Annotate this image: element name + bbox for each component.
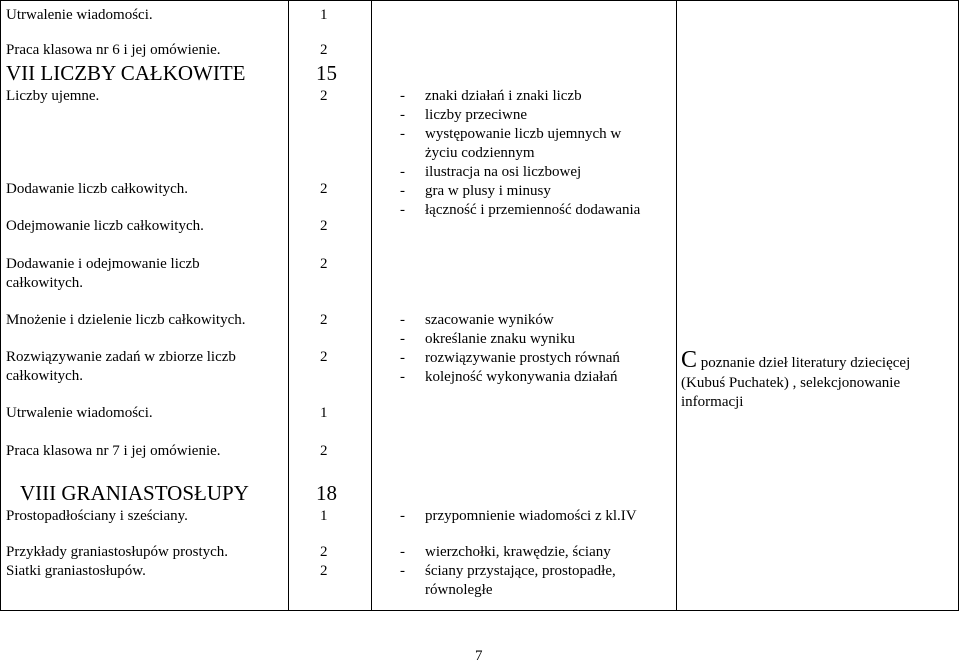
note-letter: C xyxy=(681,347,698,373)
list-dash: - xyxy=(400,331,405,347)
hours-cell: 2 xyxy=(320,181,328,197)
topic-cell: Praca klasowa nr 6 i jej omówienie. xyxy=(6,42,221,58)
list-dash: - xyxy=(400,369,405,385)
topic-cell: Dodawanie i odejmowanie liczb xyxy=(6,256,200,272)
list-dash: - xyxy=(400,312,405,328)
section-hours: 18 xyxy=(316,481,337,505)
hours-cell: 2 xyxy=(320,349,328,365)
list-item: życiu codziennym xyxy=(425,145,535,161)
topic-cell: Praca klasowa nr 7 i jej omówienie. xyxy=(6,443,221,459)
hours-cell: 2 xyxy=(320,218,328,234)
topic-cell: całkowitych. xyxy=(6,368,84,384)
list-item: łączność i przemienność dodawania xyxy=(425,202,641,218)
hours-cell: 2 xyxy=(320,88,328,104)
list-item: rozwiązywanie prostych równań xyxy=(425,350,620,366)
table-border-bottom xyxy=(0,610,959,611)
table-border-right xyxy=(958,0,959,611)
list-dash: - xyxy=(400,350,405,366)
topic-cell: Utrwalenie wiadomości. xyxy=(6,7,153,23)
list-dash: - xyxy=(400,107,405,123)
list-dash: - xyxy=(400,563,405,579)
note-text: poznanie dzieł literatury dziecięcej xyxy=(700,355,911,371)
list-dash: - xyxy=(400,126,405,142)
table-border-col2 xyxy=(371,0,372,611)
hours-cell: 2 xyxy=(320,544,328,560)
hours-cell: 1 xyxy=(320,7,328,23)
list-dash: - xyxy=(400,508,405,524)
hours-cell: 2 xyxy=(320,443,328,459)
hours-cell: 2 xyxy=(320,312,328,328)
section-hours: 15 xyxy=(316,61,337,85)
topic-cell: Mnożenie i dzielenie liczb całkowitych. xyxy=(6,312,246,328)
list-item: ściany przystające, prostopadłe, xyxy=(425,563,616,579)
list-dash: - xyxy=(400,544,405,560)
topic-cell: Liczby ujemne. xyxy=(6,88,100,104)
hours-cell: 2 xyxy=(320,42,328,58)
list-dash: - xyxy=(400,164,405,180)
list-item: szacowanie wyników xyxy=(425,312,554,328)
topic-cell: Siatki graniastosłupów. xyxy=(6,563,146,579)
note-line-3: informacji xyxy=(681,394,744,410)
list-item: wierzchołki, krawędzie, ściany xyxy=(425,544,611,560)
list-item: kolejność wykonywania działań xyxy=(425,369,618,385)
hours-cell: 2 xyxy=(320,256,328,272)
topic-cell: Rozwiązywanie zadań w zbiorze liczb xyxy=(6,349,236,365)
list-item: przypomnienie wiadomości z kl.IV xyxy=(425,508,637,524)
list-dash: - xyxy=(400,88,405,104)
topic-cell: Utrwalenie wiadomości. xyxy=(6,405,153,421)
topic-cell: Odejmowanie liczb całkowitych. xyxy=(6,218,204,234)
list-item: występowanie liczb ujemnych w xyxy=(425,126,622,142)
section-title: VIII GRANIASTOSŁUPY xyxy=(20,481,249,505)
table-border-col1 xyxy=(288,0,289,611)
table-border-top xyxy=(0,0,959,1)
hours-cell: 1 xyxy=(320,405,328,421)
list-item: określanie znaku wyniku xyxy=(425,331,575,347)
note-line-2: (Kubuś Puchatek) , selekcjonowanie xyxy=(681,375,901,391)
list-item: liczby przeciwne xyxy=(425,107,528,123)
topic-cell: Przykłady graniastosłupów prostych. xyxy=(6,544,229,560)
table-border-left xyxy=(0,0,1,611)
topic-cell: Dodawanie liczb całkowitych. xyxy=(6,181,189,197)
list-item: gra w plusy i minusy xyxy=(425,183,551,199)
topic-cell: Prostopadłościany i sześciany. xyxy=(6,508,188,524)
note-line-1 xyxy=(681,347,911,373)
hours-cell: 1 xyxy=(320,508,328,524)
list-item: równoległe xyxy=(425,582,493,598)
list-dash: - xyxy=(400,202,405,218)
page-number: 7 xyxy=(475,648,483,664)
hours-cell: 2 xyxy=(320,563,328,579)
table-border-col3 xyxy=(676,0,677,611)
list-item: ilustracja na osi liczbowej xyxy=(425,164,582,180)
list-item: znaki działań i znaki liczb xyxy=(425,88,582,104)
section-title: VII LICZBY CAŁKOWITE xyxy=(6,61,246,85)
topic-cell: całkowitych. xyxy=(6,275,84,291)
list-dash: - xyxy=(400,183,405,199)
